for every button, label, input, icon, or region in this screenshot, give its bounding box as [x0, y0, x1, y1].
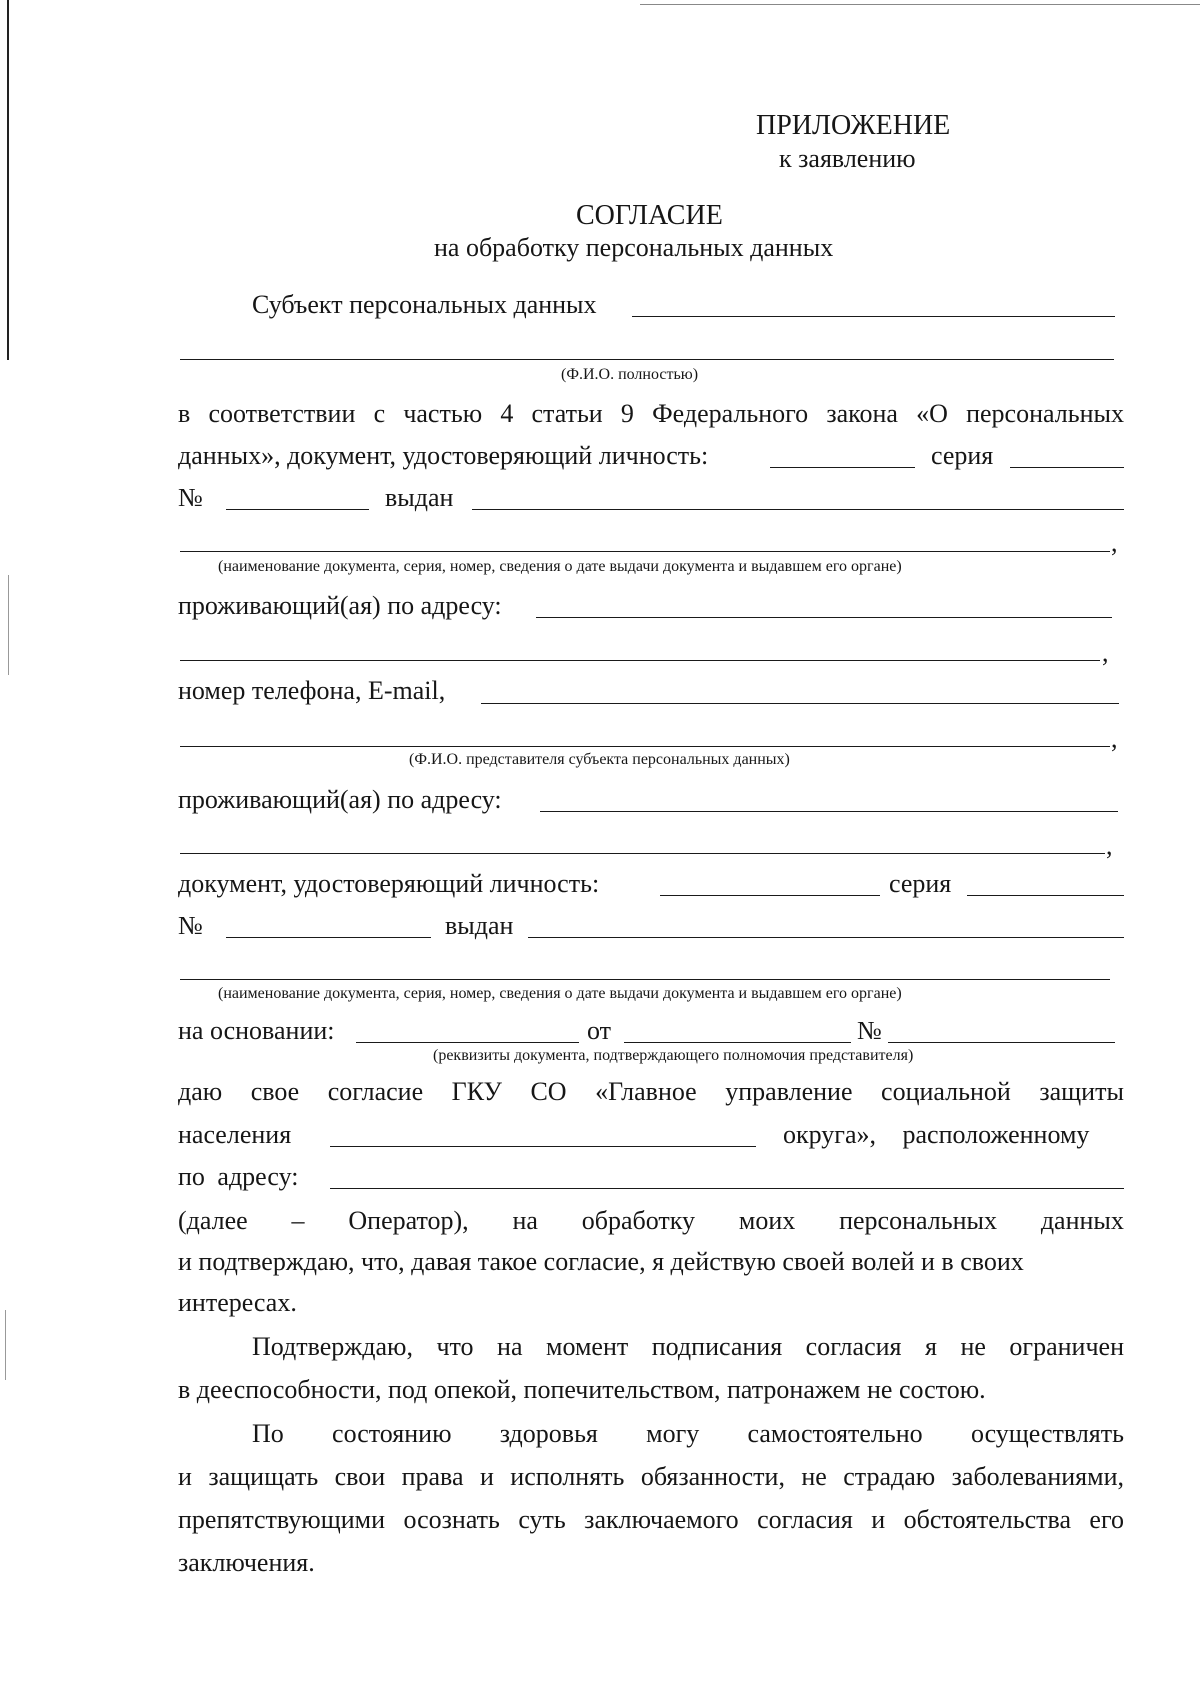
- rep-doc-issued-field[interactable]: [528, 937, 1124, 938]
- comma: ,: [1111, 724, 1118, 753]
- basis-from-label: от: [587, 1016, 612, 1045]
- doc-issued-field[interactable]: [472, 509, 1124, 510]
- health-paragraph: [178, 1412, 1124, 1584]
- basis-doc-field[interactable]: [356, 1042, 579, 1043]
- subject-name-field[interactable]: [632, 316, 1115, 317]
- doc-series-field[interactable]: [1010, 467, 1124, 468]
- consent-line-4: (далее – Оператор), на обработку моих персональных данных: [178, 1206, 1124, 1235]
- law-line-1: в соответствии с частью 4 статьи 9 Федерального закона «О персональных: [178, 399, 1124, 428]
- district-field[interactable]: [330, 1146, 756, 1147]
- doc-caption: (наименование документа, серия, номер, сведения о дате выдачи документа и выдавшем его органе): [218, 558, 902, 575]
- capacity-line-1: Подтверждаю, что на момент подписания согласия я не ограничен: [252, 1332, 1124, 1361]
- series-label: серия: [931, 441, 994, 470]
- rep-name-field[interactable]: [180, 746, 1110, 747]
- address-field-line2[interactable]: [180, 660, 1100, 661]
- basis-date-field[interactable]: [624, 1042, 851, 1043]
- fio-caption: (Ф.И.О. полностью): [561, 366, 699, 383]
- issued-label: выдан: [385, 483, 454, 512]
- doc-issued-field-line2[interactable]: [180, 551, 1110, 552]
- consent-line-2-left: населения: [178, 1120, 292, 1149]
- scan-left-edge: [7, 0, 9, 360]
- subject-label: Субъект персональных данных: [252, 290, 597, 319]
- address-field[interactable]: [536, 617, 1112, 618]
- rep-doc-type-field[interactable]: [660, 895, 880, 896]
- comma: ,: [1106, 831, 1113, 860]
- law-line-2: данных», документ, удостоверяющий личность:: [178, 441, 709, 470]
- health-line-4: заключения.: [178, 1548, 315, 1577]
- rep-series-label: серия: [889, 869, 952, 898]
- rep-doc-label: документ, удостоверяющий личность:: [178, 869, 600, 898]
- number-label: №: [178, 483, 203, 512]
- health-line-1: По состоянию здоровья могу самостоятельно осуществлять: [252, 1419, 1124, 1448]
- capacity-line-2: в дееспособности, под опекой, попечительством, патронажем не состою.: [178, 1375, 986, 1404]
- appendix-title: ПРИЛОЖЕНИЕ: [756, 110, 951, 141]
- basis-number-field[interactable]: [888, 1042, 1115, 1043]
- rep-issued-label: выдан: [445, 911, 514, 940]
- contacts-field[interactable]: [481, 703, 1119, 704]
- doc-number-field[interactable]: [226, 509, 369, 510]
- capacity-paragraph: [178, 1325, 1124, 1411]
- consent-line-2-right: округа», расположенному: [783, 1120, 1090, 1149]
- rep-doc-caption: (наименование документа, серия, номер, сведения о дате выдачи документа и выдавшем его органе): [218, 985, 902, 1002]
- rep-doc-issued-field-line2[interactable]: [180, 979, 1110, 980]
- consent-line-1: даю свое согласие ГКУ СО «Главное управление социальной защиты: [178, 1077, 1124, 1106]
- document-subtitle: на обработку персональных данных: [434, 233, 834, 262]
- subject-name-field-line2[interactable]: [180, 359, 1114, 360]
- appendix-subtitle: к заявлению: [779, 144, 916, 173]
- consent-line-5: и подтверждаю, что, давая такое согласие, я действую своей волей и в своих: [178, 1247, 1024, 1276]
- basis-number-label: №: [857, 1016, 882, 1045]
- comma: ,: [1102, 638, 1109, 667]
- doc-type-field[interactable]: [770, 467, 915, 468]
- rep-name-caption: (Ф.И.О. представителя субъекта персональных данных): [409, 751, 790, 768]
- rep-address-field[interactable]: [540, 811, 1118, 812]
- document-title: СОГЛАСИЕ: [576, 200, 723, 231]
- health-line-3: препятствующими осознать суть заключаемого согласия и обстоятельства его: [178, 1505, 1124, 1534]
- rep-address-label: проживающий(ая) по адресу:: [178, 785, 502, 814]
- comma: ,: [1111, 528, 1118, 557]
- scan-left-edge-mark: [5, 1310, 6, 1380]
- scan-left-edge-mark: [8, 575, 9, 675]
- consent-line-6: интересах.: [178, 1288, 297, 1317]
- rep-doc-number-field[interactable]: [226, 937, 431, 938]
- rep-number-label: №: [178, 911, 203, 940]
- address-label: проживающий(ая) по адресу:: [178, 591, 502, 620]
- health-line-2: и защищать свои права и исполнять обязанности, не страдаю заболеваниями,: [178, 1462, 1124, 1491]
- rep-address-field-line2[interactable]: [180, 853, 1105, 854]
- basis-caption: (реквизиты документа, подтверждающего полномочия представителя): [433, 1047, 914, 1064]
- contacts-label: номер телефона, E-mail,: [178, 676, 446, 705]
- basis-label: на основании:: [178, 1016, 335, 1045]
- rep-doc-series-field[interactable]: [967, 895, 1124, 896]
- scan-top-edge: [640, 4, 1200, 5]
- consent-line-3-label: по адресу:: [178, 1162, 299, 1191]
- operator-address-field[interactable]: [330, 1188, 1124, 1189]
